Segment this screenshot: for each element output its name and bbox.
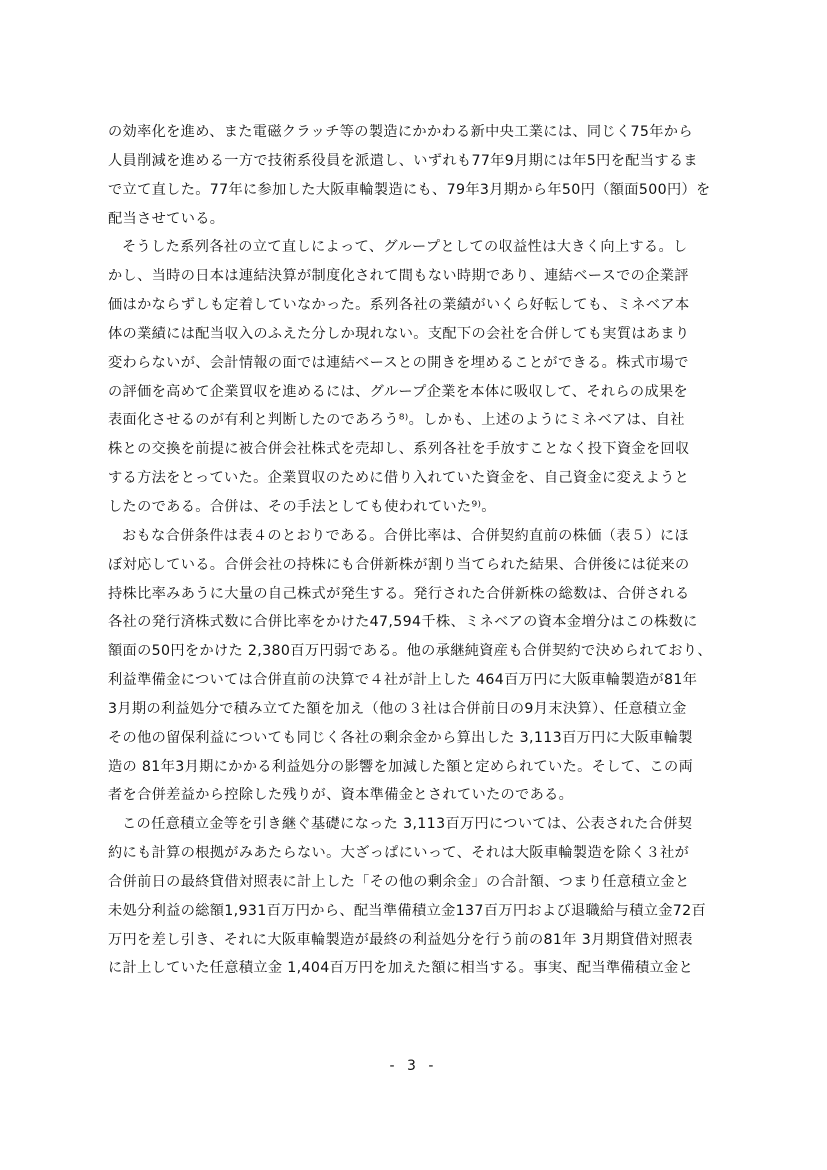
text-line: かし、当時の日本は連結決算が制度化されて間もない時期であり、連結ベースでの企業評: [108, 268, 689, 285]
text-line: で立て直した。77年に参加した大阪車輪製造にも、79年3月期から年50円（額面500円）を: [108, 181, 711, 198]
text-line: 合併前日の最終貸借対照表に計上した「その他の剰余金」の合計額、つまり任意積立金と: [108, 873, 690, 890]
text-line: ぼ対応している。合併会社の持株にも合併新株が割り当てられた結果、合併後には従来の: [108, 556, 690, 573]
body-text: [108, 118, 720, 983]
text-line: 未処分利益の総額1,931百万円から、配当準備積立金137百万円および退職給与積立金72百: [108, 902, 707, 919]
text-line: 約にも計算の根拠がみあたらない。大ざっぱにいって、それは大阪車輪製造を除く３社が: [108, 845, 690, 862]
page-number: - 3 -: [389, 1058, 438, 1074]
text-line: 各社の発行済株式数に合併比率をかけた47,594千株、ミネベアの資本金増分はこの株数に: [108, 614, 698, 631]
text-line: 3月期の利益処分で積み立てた額を加え（他の３社は合併前日の9月末決算）、任意積立金: [108, 700, 687, 717]
text-line: 体の業績には配当収入のふえた分しか現れない。支配下の会社を合併しても実質はあまり: [108, 325, 690, 342]
text-line: そうした系列各社の立て直しによって、グループとしての収益性は大きく向上する。し: [122, 239, 688, 256]
text-line: この任意積立金等を引き継ぐ基礎になった 3,113百万円については、公表された合併契: [122, 816, 693, 833]
text-line: 造の 81年3月期にかかる利益処分の影響を加減した額と定められていた。そして、この両: [108, 758, 694, 775]
text-line: する方法をとっていた。企業買収のために借り入れていた資金を、自己資金に変えようと: [108, 470, 690, 487]
text-line: したのである。合併は、その手法としても使われていた⁹⁾。: [108, 498, 496, 515]
text-line: の効率化を進め、また電磁クラッチ等の製造にかかわる新中央工業には、同じく75年から: [108, 124, 693, 140]
text-line: おもな合併条件は表４のとおりである。合併比率は、合併契約直前の株価（表５）にほ: [122, 527, 689, 544]
text-line: 持株比率みあうに大量の自己株式が発生する。発行された合併新株の総数は、合併される: [108, 585, 690, 602]
text-line: 価はかならずしも定着していなかった。系列各社の業績がいくら好転しても、ミネベア本: [108, 297, 690, 314]
text-line: に計上していた任意積立金 1,404百万円を加えた額に相当する。事実、配当準備積立金と: [108, 960, 694, 977]
text-line: その他の留保利益についても同じく各社の剰余金から算出した 3,113百万円に大阪車輪製: [108, 729, 693, 746]
text-line: 額面の50円をかけた 2,380百万円弱である。他の承継純資産も合併契約で決められており、: [108, 643, 712, 660]
text-line: 人員削減を進める一方で技術系役員を派遣し、いずれも77年9月期には年5円を配当するま: [108, 152, 698, 169]
text-line: 表面化させるのが有利と判断したのであろう⁸⁾。しかも、上述のようにミネベアは、自社: [108, 412, 685, 429]
text-line: 万円を差し引き、それに大阪車輪製造が最終の利益処分を行う前の81年 3月期貸借対照表: [108, 931, 693, 948]
text-line: 者を合併差益から控除した残りが、資本準備金とされていたのである。: [108, 787, 574, 804]
text-line: 株との交換を前提に被合併会社株式を売却し、系列各社を手放すことなく投下資金を回収: [108, 441, 690, 458]
text-line: の評価を高めて企業買収を進めるには、グループ企業を本体に吸収して、それらの成果を: [108, 383, 689, 400]
text-line: 利益準備金については合併直前の決算で４社が計上した 464百万円に大阪車輪製造が81年: [108, 672, 698, 689]
text-line: 変わらないが、会計情報の面では連結ベースとの開きを埋めることができる。株式市場で: [108, 354, 689, 371]
text-line: 配当させている。: [108, 210, 225, 227]
